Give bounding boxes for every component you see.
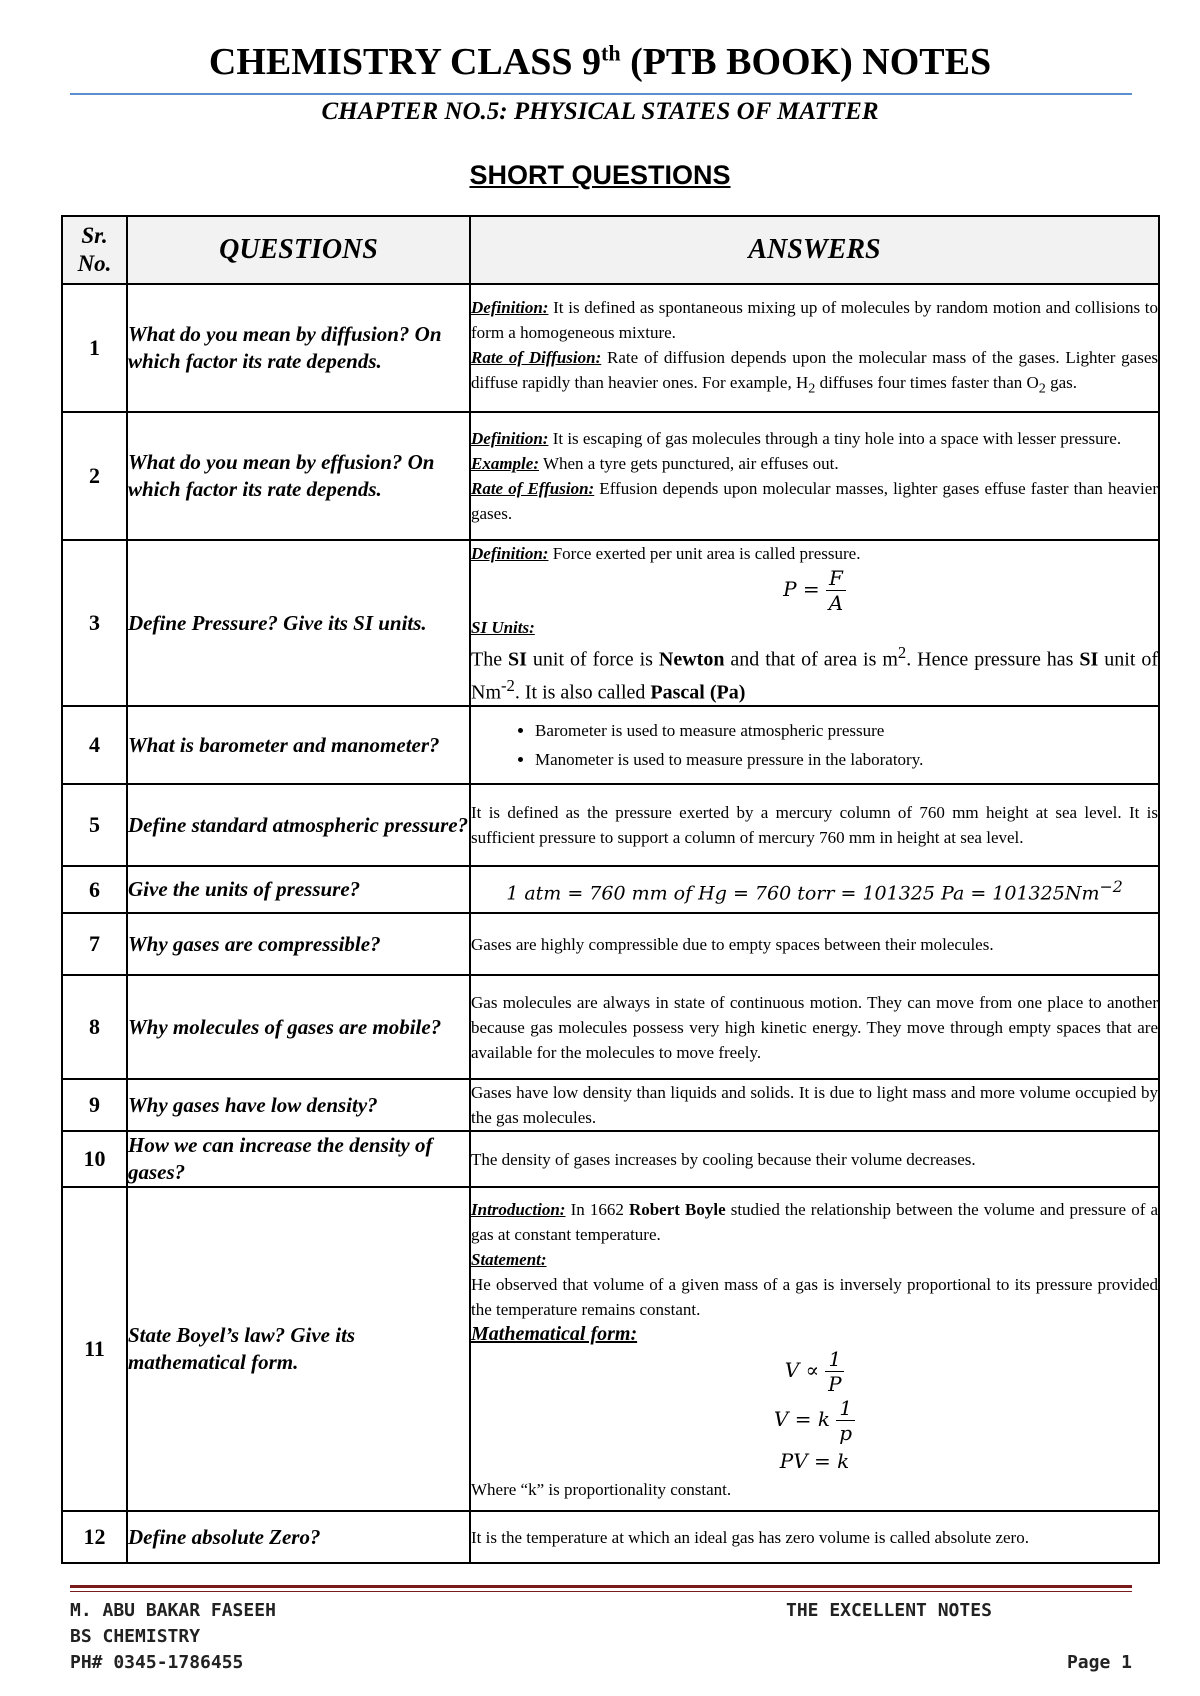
question-cell: What is barometer and manometer? xyxy=(127,706,470,784)
row-number: 4 xyxy=(62,706,127,784)
answer-cell: It is defined as the pressure exerted by a mercury column of 760 mm height at sea level. It is sufficient pressure to support a column of mercury 760 mm in height at sea level. xyxy=(470,784,1159,866)
example-label: Example: xyxy=(471,454,539,473)
row-number: 2 xyxy=(62,412,127,540)
page-number: Page 1 xyxy=(1066,1652,1132,1673)
row-number: 12 xyxy=(62,1511,127,1563)
table-row xyxy=(62,706,1159,784)
rate-label: Rate of Diffusion: xyxy=(471,347,602,367)
table-row xyxy=(62,412,1159,540)
page-title: CHEMISTRY CLASS 9th (PTB BOOK) NOTES xyxy=(208,40,992,83)
question-cell: What do you mean by diffusion? On which factor its rate depends. xyxy=(127,284,470,412)
row-number: 11 xyxy=(62,1187,127,1511)
answer-cell: The density of gases increases by cooling because their volume decreases. xyxy=(470,1131,1159,1187)
footer-degree: BS CHEMISTRY xyxy=(70,1626,201,1647)
answer-cell: Gas molecules are always in state of continuous motion. They can move from one place to another because gas molecules possess very high kinetic energy. They move through empty spaces that are available for the molecules to move freely. xyxy=(470,975,1159,1079)
boyle-equation-1: V ∝ $\frac{1}{P}$ xyxy=(471,1347,1158,1396)
question-cell: Why gases have low density? xyxy=(127,1079,470,1131)
footer-divider-thin xyxy=(70,1591,1132,1592)
row-number: 9 xyxy=(62,1079,127,1131)
row-number: 1 xyxy=(62,284,127,412)
rate-label: Rate of Effusion: xyxy=(471,479,595,498)
answer-list xyxy=(471,716,1158,774)
column-header-questions: QUESTIONS xyxy=(127,216,470,284)
answer-text: He observed that volume of a given mass of a gas is inversely proportional to its pressure provided the temperature remains constant. xyxy=(471,1274,1158,1319)
table-row xyxy=(62,913,1159,975)
question-cell: Define Pressure? Give its SI units. xyxy=(127,540,470,706)
chapter-title: CHAPTER NO.5: PHYSICAL STATES OF MATTER xyxy=(321,98,879,125)
table-header-row xyxy=(62,216,1159,284)
table-row xyxy=(62,1131,1159,1187)
answer-cell: It is the temperature at which an ideal gas has zero volume is called absolute zero. xyxy=(470,1511,1159,1563)
pressure-formula: P = $\frac{F}{A}$ xyxy=(471,566,1158,615)
answer-cell: Introduction: In 1662 Robert Boyle studied the relationship between the volume and pressure of a gas at constant temperature. Statement: He observed that volume of a given mass of a gas is inversely proportional to its pressure provided the temperature remains constant. Mathematical form: V ∝ $\frac{1}{P}$ V = k $\frac{1}{p}$ PV = k Where “k” is proportionality constant. xyxy=(470,1187,1159,1511)
answer-cell: Definition: Force exerted per unit area is called pressure. P = $\frac{F}{A}$ SI Units: The SI unit of force is Newton and that of area is $m^2$. Hence pressure has SI unit of $Nm^{-2}$. It is also called Pascal (Pa) xyxy=(470,540,1159,706)
question-cell: Why molecules of gases are mobile? xyxy=(127,975,470,1079)
row-number: 8 xyxy=(62,975,127,1079)
footer-divider xyxy=(70,1585,1132,1588)
definition-label: Definition: xyxy=(471,297,549,317)
answer-text: It is defined as spontaneous mixing up of molecules by random motion and collisions to form a homogeneous mixture. xyxy=(471,297,1158,342)
answer-cell: Gases have low density than liquids and solids. It is due to light mass and more volume occupied by the gas molecules. xyxy=(470,1079,1159,1131)
answer-cell xyxy=(470,866,1159,913)
row-number: 10 xyxy=(62,1131,127,1187)
row-number: 6 xyxy=(62,866,127,913)
questions-table xyxy=(61,215,1160,1564)
statement-label: Statement: xyxy=(471,1249,547,1269)
boyle-equation-3: PV = k xyxy=(779,1448,850,1473)
table-row xyxy=(62,540,1159,706)
answer-text: Where “k” is proportionality constant. xyxy=(471,1479,732,1499)
footer-author: M. ABU BAKAR FASEEH xyxy=(70,1600,276,1621)
table-row xyxy=(62,866,1159,913)
table-row xyxy=(62,1079,1159,1131)
answer-cell: Definition: It is defined as spontaneous mixing up of molecules by random motion and collisions to form a homogeneous mixture. Rate of Diffusion: Rate of diffusion depends upon the molecular mass of the gases. Lighter gases diffuse rapidly than heavier ones. For example, $H_2$ diffuses four times faster than $O_2$ gas. xyxy=(470,284,1159,412)
footer-phone: PH# 0345-1786455 xyxy=(70,1652,244,1673)
question-cell: How we can increase the density of gases? xyxy=(127,1131,470,1187)
boyle-equation-2: V = k $\frac{1}{p}$ xyxy=(471,1396,1158,1445)
answer-cell xyxy=(470,706,1159,784)
pressure-units-equation: 1 atm = 760 mm of Hg = 760 torr = 101325 $Pa = 101325Nm^{-2}$ xyxy=(506,876,1123,904)
question-cell: What do you mean by effusion? On which factor its rate depends. xyxy=(127,412,470,540)
column-header-answers: ANSWERS xyxy=(470,216,1159,284)
table-row xyxy=(62,284,1159,412)
answer-cell: Gases are highly compressible due to empty spaces between their molecules. xyxy=(470,913,1159,975)
question-cell: Why gases are compressible? xyxy=(127,913,470,975)
row-number: 7 xyxy=(62,913,127,975)
question-cell: Define absolute Zero? xyxy=(127,1511,470,1563)
question-cell: Give the units of pressure? xyxy=(127,866,470,913)
table-row xyxy=(62,784,1159,866)
list-item: • Manometer is used to measure pressure in the laboratory. xyxy=(535,745,1158,774)
list-item: • Barometer is used to measure atmospheric pressure xyxy=(535,716,1158,745)
answer-cell: Definition: It is escaping of gas molecules through a tiny hole into a space with lesser pressure. Example: When a tyre gets punctured, air effuses out. Rate of Effusion: Effusion depends upon molecular masses, lighter gases effuse faster than heavier gases. xyxy=(470,412,1159,540)
introduction-label: Introduction: xyxy=(471,1199,566,1219)
definition-label: Definition: xyxy=(471,544,549,563)
si-units-label: SI Units: xyxy=(471,618,535,637)
row-number: 3 xyxy=(62,540,127,706)
mathematical-form-label: Mathematical form: xyxy=(471,1322,638,1345)
question-cell: Define standard atmospheric pressure? xyxy=(127,784,470,866)
title-divider xyxy=(70,93,1132,95)
section-heading: SHORT QUESTIONS xyxy=(469,160,731,190)
column-header-sr: Sr. No. xyxy=(62,216,127,284)
definition-label: Definition: xyxy=(471,429,549,448)
question-cell: State Boyel’s law? Give its mathematical form. xyxy=(127,1187,470,1511)
row-number: 5 xyxy=(62,784,127,866)
table-row xyxy=(62,1187,1159,1511)
footer-brand: THE EXCELLENT NOTES xyxy=(786,1600,992,1621)
answer-text: Rate of diffusion depends upon the molecular mass of the gases. Lighter gases diffuse rapidly than heavier ones. For example, xyxy=(471,347,1158,392)
table-row xyxy=(62,975,1159,1079)
table-row xyxy=(62,1511,1159,1563)
